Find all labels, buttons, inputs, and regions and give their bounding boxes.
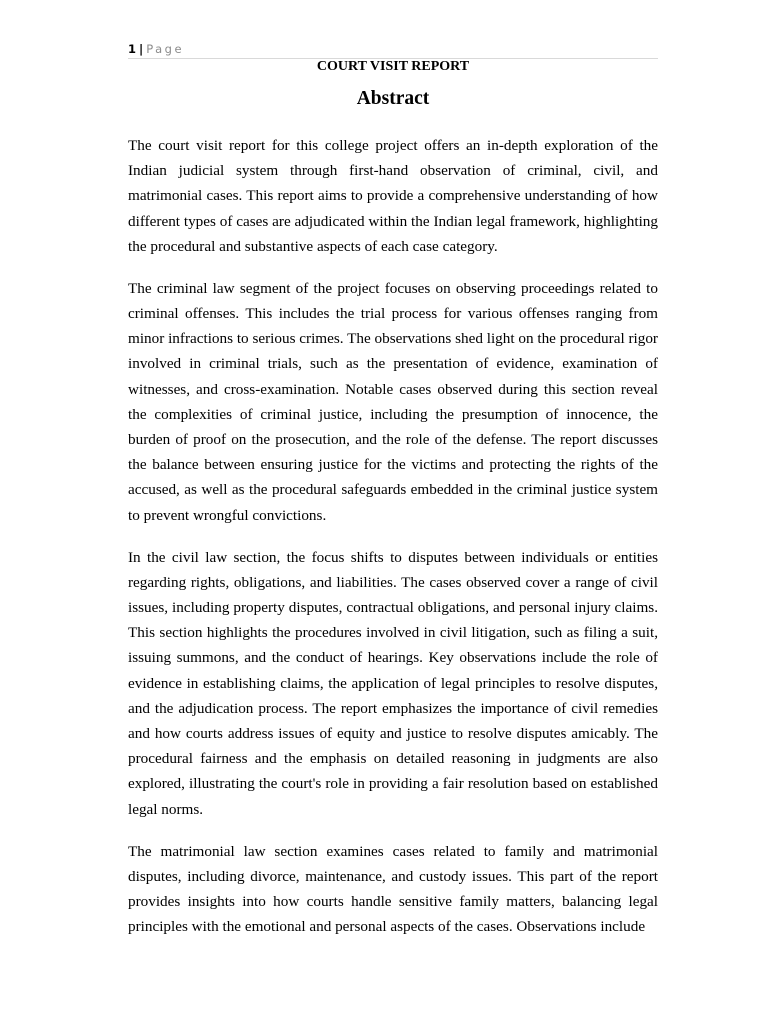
page-label: Page <box>146 42 185 56</box>
section-heading: Abstract <box>356 88 430 109</box>
paragraph-civil-law: In the civil law section, the focus shifts to disputes between individuals or entities regarding rights, obligations, and liabilities. The cases observed cover a range of civil issues, including property disputes, contractual obligations, and personal injury claims. This section highlights the procedures involved in civil litigation, such as filing a suit, issuing summons, and the conduct of hearings. Key observations include the role of evidence in establishing claims, the application of legal principles to resolve disputes, and the adjudication process. The report emphasizes the importance of civil remedies and how courts address issues of equity and justice to resolve disputes amicably. The procedural fairness and the emphasis on detailed reasoning in judgments are also explored, illustrating the court's role in providing a fair resolution based on established legal norms. <box>128 548 658 818</box>
page-separator: | <box>139 42 144 56</box>
page-header <box>128 40 658 59</box>
document-title: COURT VISIT REPORT <box>316 59 470 74</box>
paragraph-criminal-law: The criminal law segment of the project focuses on observing proceedings related to criminal offenses. This includes the trial process for various offenses ranging from minor infractions to serious crimes. The observations shed light on the procedural rigor involved in criminal trials, such as the presentation of evidence, examination of witnesses, and cross-examination. Notable cases observed during this section reveal the complexities of criminal justice, including the presumption of innocence, the burden of proof on the prosecution, and the role of the defense. The report discusses the balance between ensuring justice for the victims and protecting the rights of the accused, as well as the procedural safeguards embedded in the criminal justice system to prevent wrongful convictions. <box>128 279 658 524</box>
paragraph-intro: The court visit report for this college project offers an in-depth exploration of the Indian judicial system through first-hand observation of criminal, civil, and matrimonial cases. This report aims to provide a comprehensive understanding of how different types of cases are adjudicated within the Indian legal framework, highlighting the procedural and substantive aspects of each case category. <box>128 137 658 255</box>
document-body <box>128 133 658 956</box>
page-number: 1 <box>128 42 137 56</box>
paragraph-matrimonial-law: The matrimonial law section examines cases related to family and matrimonial disputes, including divorce, maintenance, and custody issues. This part of the report provides insights into how courts handle sensitive family matters, balancing legal principles with the emotional and personal aspects of the cases. Observations include <box>128 842 658 936</box>
